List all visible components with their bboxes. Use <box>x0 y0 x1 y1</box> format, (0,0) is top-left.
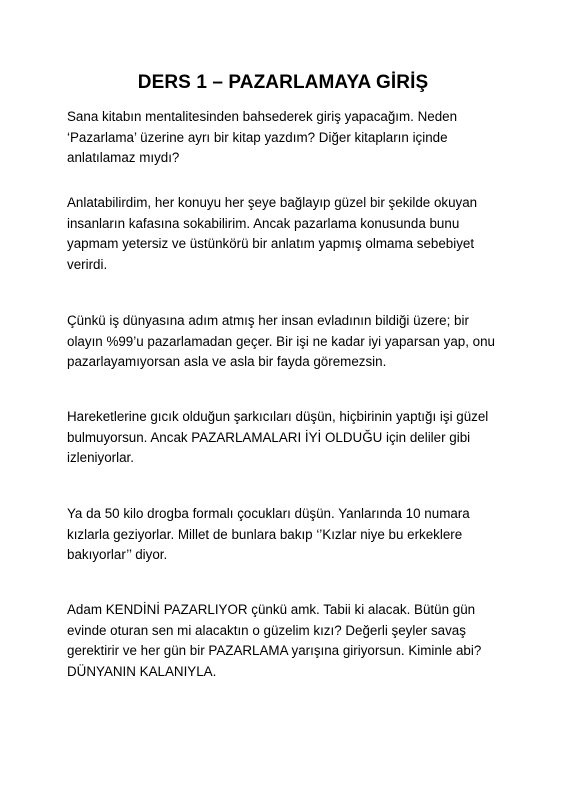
paragraph-1: Sana kitabın mentalitesinden bahsederek giriş yapacağım. Neden ‘Pazarlama’ üzerine ayrı bir kitap yazdım? Diğer kitapların içinde anlatılamaz mıydı? <box>67 109 458 165</box>
paragraph-4: Hareketlerine gıcık olduğun şarkıcıları düşün, hiçbirinin yaptığı işi güzel bulmuyorsun. Ancak PAZARLAMALARI İYİ OLDUĞU için deliler gibi izleniyorlar. <box>67 409 489 465</box>
page-title: DERS 1 – PAZARLAMAYA GİRİŞ <box>137 72 429 93</box>
paragraph-5: Ya da 50 kilo drogba formalı çocukları düşün. Yanlarında 10 numara kızlarla geziyorlar. Millet de bunlara bakıp ‘’Kızlar niye bu erkeklere bakıyorlar’’ diyor. <box>67 506 470 562</box>
paragraph-3: Çünkü iş dünyasına adım atmış her insan evladının bildiği üzere; bir olayın %99’u pazarlamadan geçer. Bir işi ne kadar iyi yaparsan yap, onu pazarlayamıyorsan asla ve asla bir fayda göremezsin. <box>67 313 496 369</box>
paragraph-2: Anlatabilirdim, her konuyu her şeye bağlayıp güzel bir şekilde okuyan insanların kafasına sokabilirim. Ancak pazarlama konusunda bunu yapmam yetersiz ve üstünkörü bir anlatım yapmış olmama sebebiyet verirdi. <box>67 195 478 272</box>
paragraph-6: Adam KENDİNİ PAZARLIYOR çünkü amk. Tabii ki alacak. Bütün gün evinde oturan sen mi alacaktın o güzelim kızı? Değerli şeyler savaş gerektirir ve her gün bir PAZARLAMA yarışına giriyorsun. Kiminle abi? DÜNYANIN KALANIYLA. <box>67 602 482 679</box>
